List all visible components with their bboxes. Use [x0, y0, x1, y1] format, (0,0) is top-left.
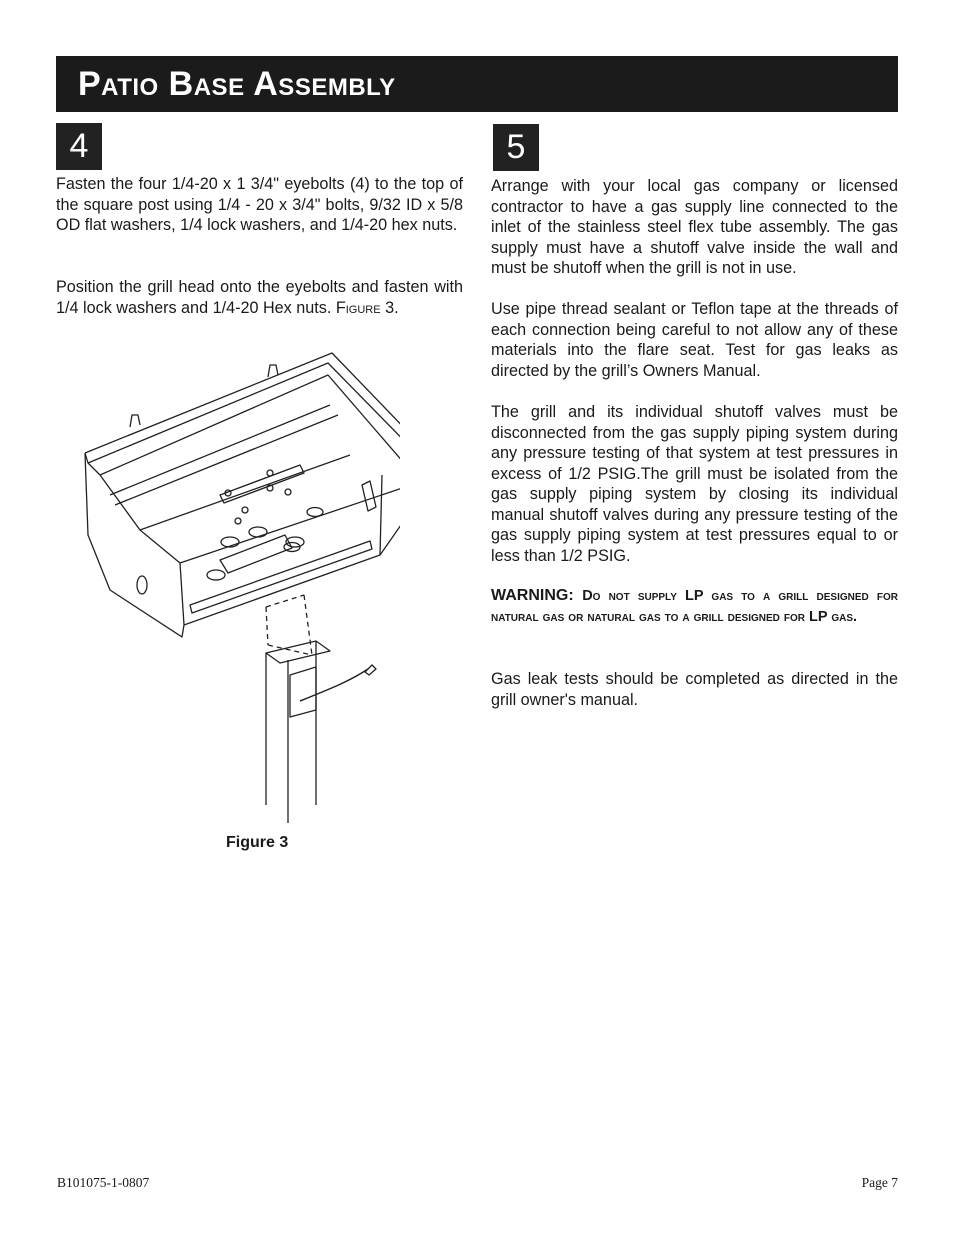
step-4-badge: 4 [56, 123, 102, 170]
step-4-paragraph-2-text: Position the grill head onto the eyebolts and fasten with 1/4 lock washers and 1/4-20 Hex nuts. [56, 278, 463, 317]
step-5-paragraph-3: The grill and its individual shutoff valves must be disconnected from the gas supply piping system during any pressure testing of that system at test pressures in excess of 1/2 PSIG.The grill must be isolated from the gas supply piping system by closing its individual manual shutoff valves during any pressure testing of the gas supply piping system at test pressures equal to or less than 1/2 PSIG. [491, 403, 898, 565]
step-5-paragraph-2: Use pipe thread sealant or Teflon tape at the threads of each connection being careful to not allow any of these materials into the flare seat. Test for gas leaks as directed by the grill’s Owners Manual. [491, 300, 898, 380]
page-number: Page 7 [861, 1175, 898, 1190]
step-4-paragraph-2 [56, 277, 463, 318]
step-4-paragraph-1: Fasten the four 1/4-20 x 1 3/4" eyebolts (4) to the top of the square post using 1/4 - 20 x 3/4" bolts, 9/32 ID x 5/8 OD flat washers, 1/4 lock washers, and 1/4-20 hex nuts. [56, 175, 463, 234]
document-number: B101075-1-0807 [57, 1175, 150, 1190]
warning-notice [491, 586, 898, 627]
section-title-bar [56, 56, 898, 112]
figure-caption: Figure 3 [226, 834, 289, 851]
step-5-paragraph-4: Gas leak tests should be completed as directed in the grill owner's manual. [491, 670, 898, 709]
figure-3-illustration [80, 345, 400, 825]
step-5-badge: 5 [493, 124, 539, 171]
page-title: Patio Base Assembly [78, 65, 396, 103]
figure-reference: Figure [335, 298, 381, 317]
warning-label: WARNING: [491, 587, 583, 604]
step-4-paragraph-2-end: 3. [380, 298, 399, 317]
step-5-paragraph-1: Arrange with your local gas company or licensed contractor to have a gas supply line connected to the inlet of the stainless steel flex tube assembly. The gas supply must have a shutoff valve inside the wall and must be shutoff when the grill is not in use. [491, 177, 898, 277]
warning-text: Do not supply LP gas to a grill designed for natural gas or natural gas to a grill designed for LP gas. [491, 588, 898, 625]
